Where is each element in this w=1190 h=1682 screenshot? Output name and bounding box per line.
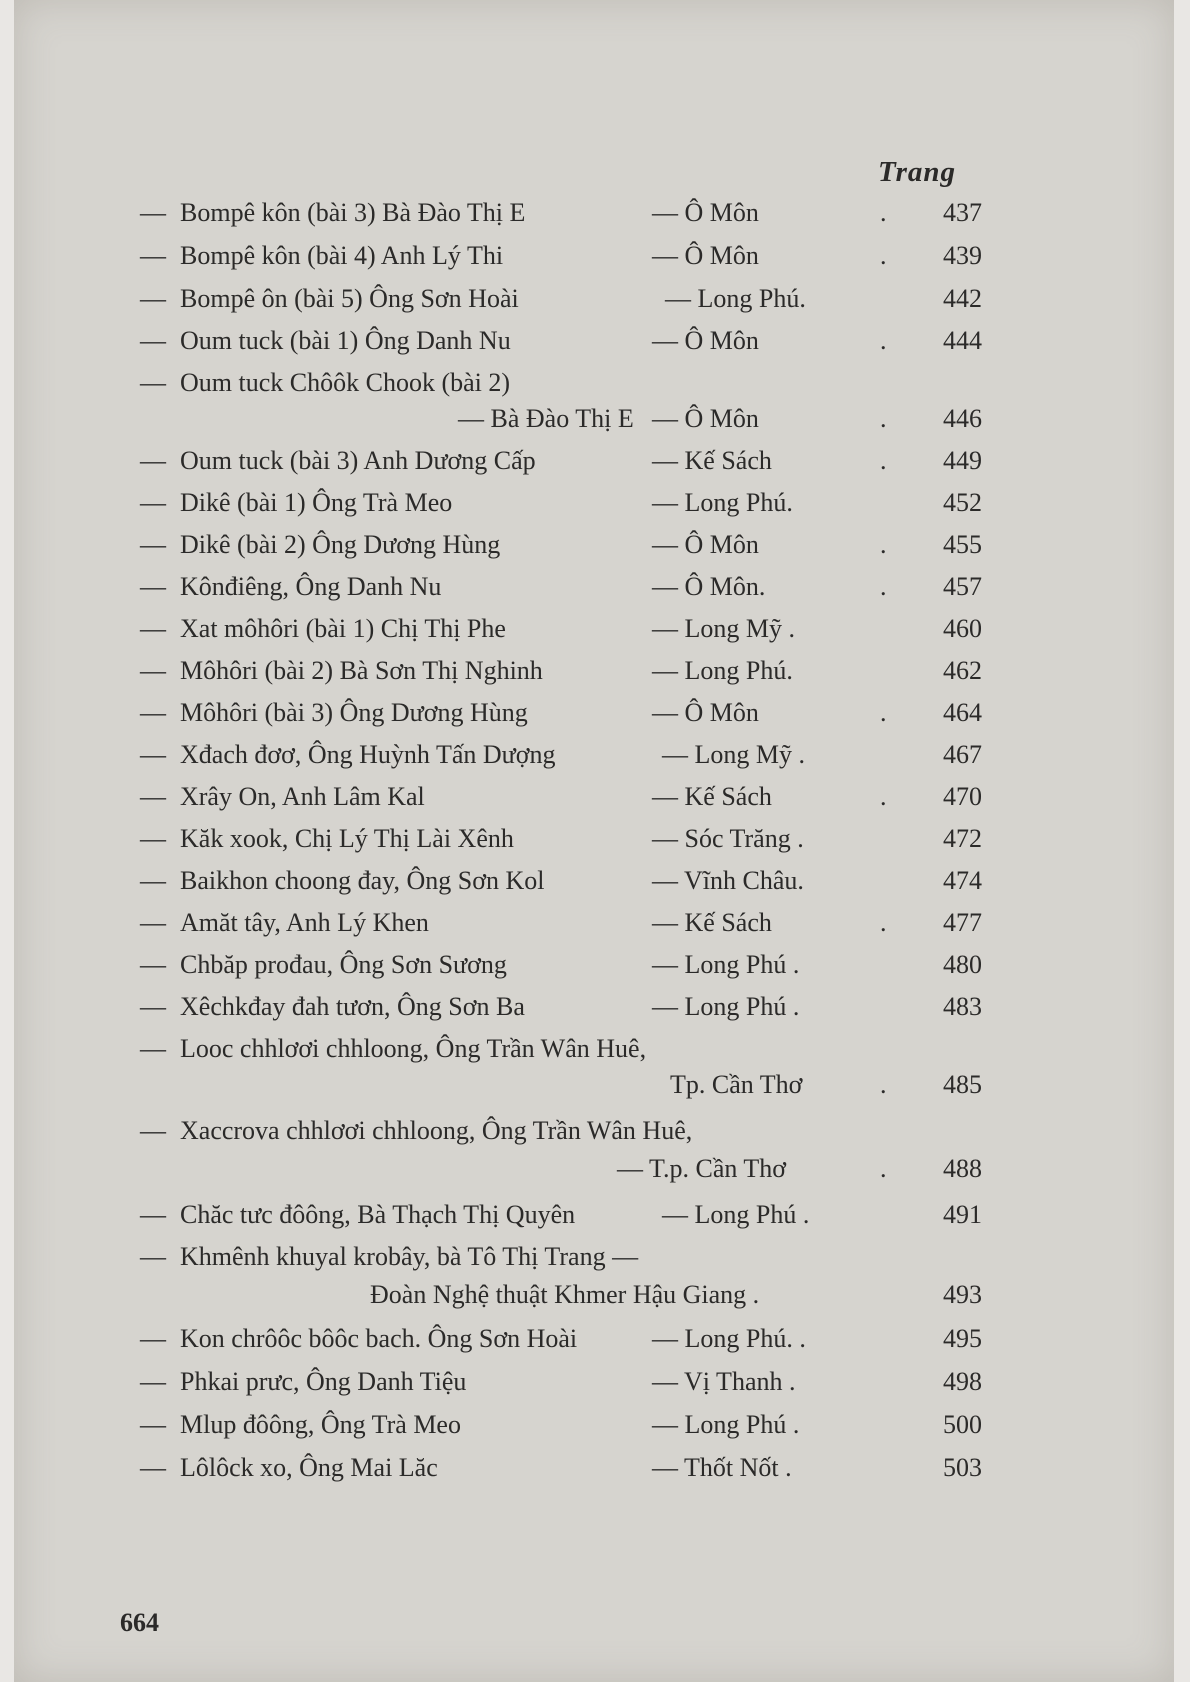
entry-dash: — (140, 284, 166, 313)
entry-dot: . (880, 1070, 887, 1099)
entry-title: — T.p. Cần Thơ (617, 1154, 787, 1183)
entry-dash: — (140, 866, 166, 895)
entry-title: Xđach đơơ, Ông Huỳnh Tấn Dượng (180, 740, 556, 769)
entry-page-number: 455 (943, 530, 982, 559)
entry-title: Chăc tưc đôông, Bà Thạch Thị Quyên (180, 1200, 576, 1229)
entry-dash: — (140, 530, 166, 559)
entry-title: Bompê ôn (bài 5) Ông Sơn Hoài (180, 284, 519, 313)
entry-place: — Kế Sách (652, 782, 772, 811)
entry-page-number: 485 (943, 1070, 982, 1099)
toc-entry (140, 237, 982, 275)
entry-place: — Vĩnh Châu. (652, 866, 804, 895)
entry-dot: . (880, 404, 887, 433)
entry-title: Oum tuck (bài 1) Ông Danh Nu (180, 326, 511, 355)
entry-title: Kăk xook, Chị Lý Thị Lài Xênh (180, 824, 514, 853)
entry-place: — Kế Sách (652, 908, 772, 937)
entry-dash: — (140, 1242, 166, 1271)
toc-entry (140, 820, 982, 858)
entry-page-number: 480 (943, 950, 982, 979)
toc-entry-continuation (140, 1066, 982, 1104)
entry-page-number: 491 (943, 1200, 982, 1229)
entry-title: Amăt tây, Anh Lý Khen (180, 908, 429, 937)
entry-dash: — (140, 572, 166, 601)
entry-dot: . (880, 198, 887, 227)
toc-entry (140, 1030, 982, 1068)
entry-dash: — (140, 1410, 166, 1439)
toc-entry (140, 1238, 982, 1276)
entry-dash: — (140, 368, 166, 397)
toc-entry (140, 1406, 982, 1444)
entry-place: — Sóc Trăng . (652, 824, 804, 853)
entry-page-number: 488 (943, 1154, 982, 1183)
entry-title: Xêchkđay đah tươn, Ông Sơn Ba (180, 992, 525, 1021)
entry-page-number: 462 (943, 656, 982, 685)
entry-page-number: 444 (943, 326, 982, 355)
entry-place: — Long Phú . (652, 992, 800, 1021)
toc-entry (140, 1196, 982, 1234)
entry-page-number: 442 (943, 284, 982, 313)
entry-place: — Ô Môn (652, 326, 759, 355)
toc-entry (140, 568, 982, 606)
entry-page-number: 452 (943, 488, 982, 517)
entry-dash: — (140, 908, 166, 937)
entry-dash: — (140, 1034, 166, 1063)
entry-place: — Ô Môn (652, 241, 759, 270)
entry-page-number: 457 (943, 572, 982, 601)
entry-page-number: 460 (943, 614, 982, 643)
entry-title: Dikê (bài 2) Ông Dương Hùng (180, 530, 501, 559)
toc-entry (140, 652, 982, 690)
entry-title: Mlup đôông, Ông Trà Meo (180, 1410, 461, 1439)
entry-dash: — (140, 326, 166, 355)
toc-entry (140, 988, 982, 1026)
entry-title: Môhôri (bài 3) Ông Dương Hùng (180, 698, 528, 727)
entry-place: — Vị Thanh . (652, 1367, 796, 1396)
toc-entry (140, 280, 982, 318)
entry-dash: — (140, 740, 166, 769)
entry-place: — Long Phú. (665, 284, 806, 313)
entry-dash: — (140, 1367, 166, 1396)
toc-entry (140, 526, 982, 564)
toc-entry (140, 1363, 982, 1401)
entry-page-number: 472 (943, 824, 982, 853)
entry-place: — Long Phú. (652, 656, 793, 685)
entry-dot: . (880, 446, 887, 475)
entry-page-number: 474 (943, 866, 982, 895)
entry-dot: . (880, 908, 887, 937)
entry-dash: — (140, 950, 166, 979)
toc-entry (140, 322, 982, 360)
entry-dash: — (140, 1324, 166, 1353)
entry-title: Bompê kôn (bài 3) Bà Đào Thị E (180, 198, 526, 227)
toc-entry (140, 904, 982, 942)
entry-dot: . (880, 782, 887, 811)
toc-entry (140, 194, 982, 232)
entry-dash: — (140, 1453, 166, 1482)
toc-entry (140, 442, 982, 480)
toc-entry (140, 946, 982, 984)
entry-place: — Long Mỹ . (662, 740, 805, 769)
toc-entry (140, 736, 982, 774)
entry-place: — Long Phú . (652, 1410, 800, 1439)
entry-dash: — (140, 656, 166, 685)
entry-dash: — (140, 446, 166, 475)
entry-place: — Long Mỹ . (652, 614, 795, 643)
toc-entry (140, 694, 982, 732)
entry-title: Tp. Cần Thơ (670, 1070, 803, 1099)
entry-title: Bompê kôn (bài 4) Anh Lý Thi (180, 241, 504, 270)
entry-dot: . (880, 1154, 887, 1183)
entry-page-number: 483 (943, 992, 982, 1021)
entry-title: Oum tuck Chôôk Chook (bài 2) (180, 368, 511, 397)
toc-entry (140, 610, 982, 648)
entry-title: Oum tuck (bài 3) Anh Dương Cấp (180, 446, 536, 475)
entry-dash: — (140, 782, 166, 811)
entry-place: — Ô Môn. (652, 572, 766, 601)
entry-page-number: 449 (943, 446, 982, 475)
entry-dash: — (140, 488, 166, 517)
toc-entry (140, 364, 982, 402)
toc-entry (140, 778, 982, 816)
entry-page-number: 464 (943, 698, 982, 727)
entry-dash: — (140, 698, 166, 727)
entry-place: — Thốt Nốt . (652, 1453, 792, 1482)
entry-title: Phkai prưc, Ông Danh Tiệu (180, 1367, 467, 1396)
entry-dot: . (880, 326, 887, 355)
toc-entry (140, 1320, 982, 1358)
entry-dash: — (140, 198, 166, 227)
entry-page-number: 467 (943, 740, 982, 769)
entry-title: Looc chhlơơi chhloong, Ông Trần Wân Huê, (180, 1034, 647, 1063)
entry-dash: — (140, 992, 166, 1021)
entry-place: — Ô Môn (652, 198, 759, 227)
entry-title: Chbăp prođau, Ông Sơn Sương (180, 950, 507, 979)
entry-page-number: 439 (943, 241, 982, 270)
entry-page-number: 446 (943, 404, 982, 433)
entry-page-number: 477 (943, 908, 982, 937)
entry-page-number: 495 (943, 1324, 982, 1353)
entry-title: Khmênh khuyal krobây, bà Tô Thị Trang — (180, 1242, 639, 1271)
entry-place: — Long Phú. . (652, 1324, 806, 1353)
entry-place: — Kế Sách (652, 446, 772, 475)
entry-dash: — (140, 1116, 166, 1145)
toc-entry-continuation (140, 400, 982, 438)
entry-place: — Long Phú. (652, 488, 793, 517)
entry-dot: . (880, 241, 887, 270)
entry-dot: . (880, 572, 887, 601)
entry-title: Xat môhôri (bài 1) Chị Thị Phe (180, 614, 506, 643)
footer-page-number: 664 (120, 1608, 159, 1637)
entry-dash: — (140, 824, 166, 853)
entry-place: — Ô Môn (652, 404, 759, 433)
entry-page-number: 500 (943, 1410, 982, 1439)
entry-dash: — (140, 1200, 166, 1229)
entry-title: Kon chrôôc bôôc bach. Ông Sơn Hoài (180, 1324, 578, 1353)
entry-place: — Ô Môn (652, 530, 759, 559)
entry-title: Xaccrova chhlơơi chhloong, Ông Trần Wân Huê, (180, 1116, 693, 1145)
entry-title: Xrây On, Anh Lâm Kal (180, 782, 425, 811)
toc-entry (140, 1112, 982, 1150)
entry-place: — Ô Môn (652, 698, 759, 727)
entry-title: Kônđiêng, Ông Danh Nu (180, 572, 442, 601)
entry-title: — Bà Đào Thị E (458, 404, 634, 433)
entry-page-number: 503 (943, 1453, 982, 1482)
entry-place: — Long Phú . (652, 950, 800, 979)
entry-page-number: 437 (943, 198, 982, 227)
entry-dash: — (140, 241, 166, 270)
entry-title: Baikhon choong đay, Ông Sơn Kol (180, 866, 545, 895)
entry-page-number: 493 (943, 1280, 982, 1309)
toc-entry-continuation (140, 1276, 982, 1314)
entry-dot: . (880, 698, 887, 727)
toc-entry-continuation (140, 1150, 982, 1188)
entry-title: Môhôri (bài 2) Bà Sơn Thị Nghinh (180, 656, 543, 685)
toc-entry (140, 862, 982, 900)
page-column-header: Trang (878, 156, 957, 188)
entry-title: Đoàn Nghệ thuật Khmer Hậu Giang . (370, 1280, 760, 1309)
entry-title: Dikê (bài 1) Ông Trà Meo (180, 488, 453, 517)
entry-title: Lôlôck xo, Ông Mai Lăc (180, 1453, 438, 1482)
toc-entry (140, 1449, 982, 1487)
toc-entry (140, 484, 982, 522)
entry-place: — Long Phú . (662, 1200, 810, 1229)
entry-dot: . (880, 530, 887, 559)
entry-page-number: 470 (943, 782, 982, 811)
entry-dash: — (140, 614, 166, 643)
entry-page-number: 498 (943, 1367, 982, 1396)
